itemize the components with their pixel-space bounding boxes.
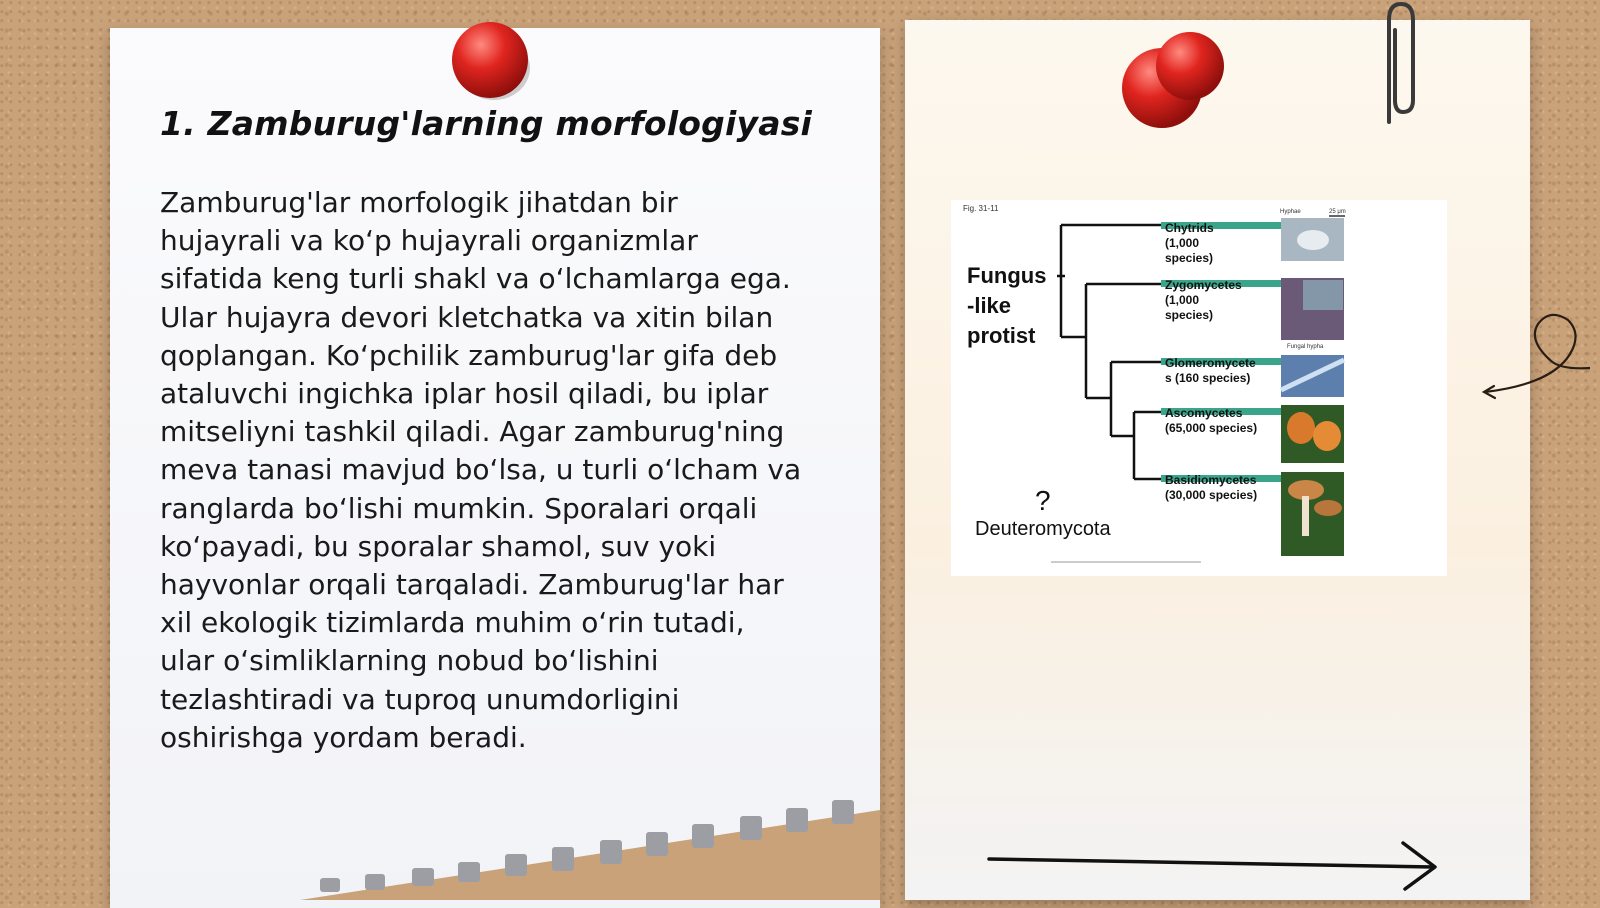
taxon-label: Ascomycetes — [1165, 406, 1243, 420]
taxon-label: Glomeromycete — [1165, 356, 1256, 370]
taxon-basidiomycetes — [1161, 472, 1344, 556]
taxon-label: species) — [1165, 251, 1214, 265]
slide-title: 1. Zamburug'larning morfologiyasi — [160, 104, 813, 143]
figure-label: Fig. 31-11 — [963, 204, 999, 213]
taxon-label: (1,000 — [1165, 236, 1200, 250]
chytrid-photo-detail — [1297, 230, 1329, 250]
root-label-line: Fungus — [967, 263, 1047, 288]
body-line: ranglarda bo‘lishi mumkin. Sporalari orqali — [160, 491, 758, 525]
taxon-zygomycetes — [1161, 278, 1344, 340]
body-line: hayvonlar orqali tarqaladi. Zamburug'lar har — [160, 568, 784, 602]
taxon-label: species) — [1165, 308, 1214, 322]
torn-spiral-edge — [300, 790, 880, 900]
question-mark: ? — [1035, 485, 1051, 516]
deuteromycota-label: Deuteromycota — [975, 518, 1111, 540]
zygomycete-photo-detail — [1303, 280, 1343, 310]
paperclip-icon — [1375, 0, 1423, 130]
taxon-label: (30,000 species) — [1165, 488, 1258, 502]
body-line: oshirishga yordam beradi. — [160, 720, 527, 754]
swirl-arrow-doodle — [1480, 310, 1590, 410]
red-pushpin-icon — [450, 20, 532, 104]
taxon-glomeromycetes — [1161, 355, 1344, 397]
body-line: ko‘payadi, bu sporalar shamol, suv yoki — [160, 529, 717, 563]
fungal-hypha-label: Fungal hypha — [1287, 344, 1324, 350]
ascomycete-photo-detail — [1287, 412, 1315, 444]
body-line: hujayrali va ko‘p hujayrali organizmlar — [160, 224, 698, 258]
taxon-ascomycetes — [1161, 405, 1344, 463]
body-line: ataluvchi ingichka iplar hosil qiladi, bu iplar — [160, 377, 769, 411]
taxon-label: Chytrids — [1165, 221, 1214, 235]
ascomycete-photo-detail — [1313, 421, 1341, 451]
basidiomycete-photo-detail — [1314, 500, 1342, 516]
body-line: Zamburug'lar morfologik jihatdan bir — [160, 186, 678, 219]
body-line: ular o‘simliklarning nobud bo‘lishini — [160, 644, 659, 678]
taxon-label: Zygomycetes — [1165, 278, 1242, 292]
tree-branches — [1057, 225, 1161, 479]
body-line: tezlashtiradi va tuproq unumdorligini — [160, 682, 680, 716]
basidiomycete-photo-detail — [1302, 496, 1309, 536]
body-paragraph — [160, 184, 840, 757]
body-line: meva tanasi mavjud bo‘lsa, u turli o‘lcham va — [160, 453, 802, 487]
body-line: Ular hujayra devori kletchatka va xitin bilan — [160, 300, 774, 334]
phylogeny-figure — [951, 200, 1447, 576]
body-line: sifatida keng turli shakl va o‘lchamlarga ega. — [160, 262, 791, 296]
taxon-chytrids — [1161, 218, 1344, 265]
scale-label: 25 μm — [1329, 209, 1346, 215]
taxon-label: s (160 species) — [1165, 371, 1251, 385]
taxon-label: (1,000 — [1165, 293, 1200, 307]
right-arrow-icon — [985, 835, 1445, 895]
root-label-line: protist — [967, 323, 1036, 348]
root-label-line: -like — [967, 293, 1012, 318]
body-line: mitseliyni tashkil qiladi. Agar zamburug'ning — [160, 415, 785, 449]
body-line: xil ekologik tizimlarda muhim o‘rin tutadi, — [160, 606, 745, 640]
hyphae-label: Hyphae — [1280, 209, 1301, 215]
taxon-label: Basidiomycetes — [1165, 473, 1257, 487]
red-pushpin-icon — [1120, 30, 1230, 135]
taxon-label: (65,000 species) — [1165, 421, 1258, 435]
body-line: qoplangan. Ko‘pchilik zamburug'lar gifa deb — [160, 338, 778, 372]
